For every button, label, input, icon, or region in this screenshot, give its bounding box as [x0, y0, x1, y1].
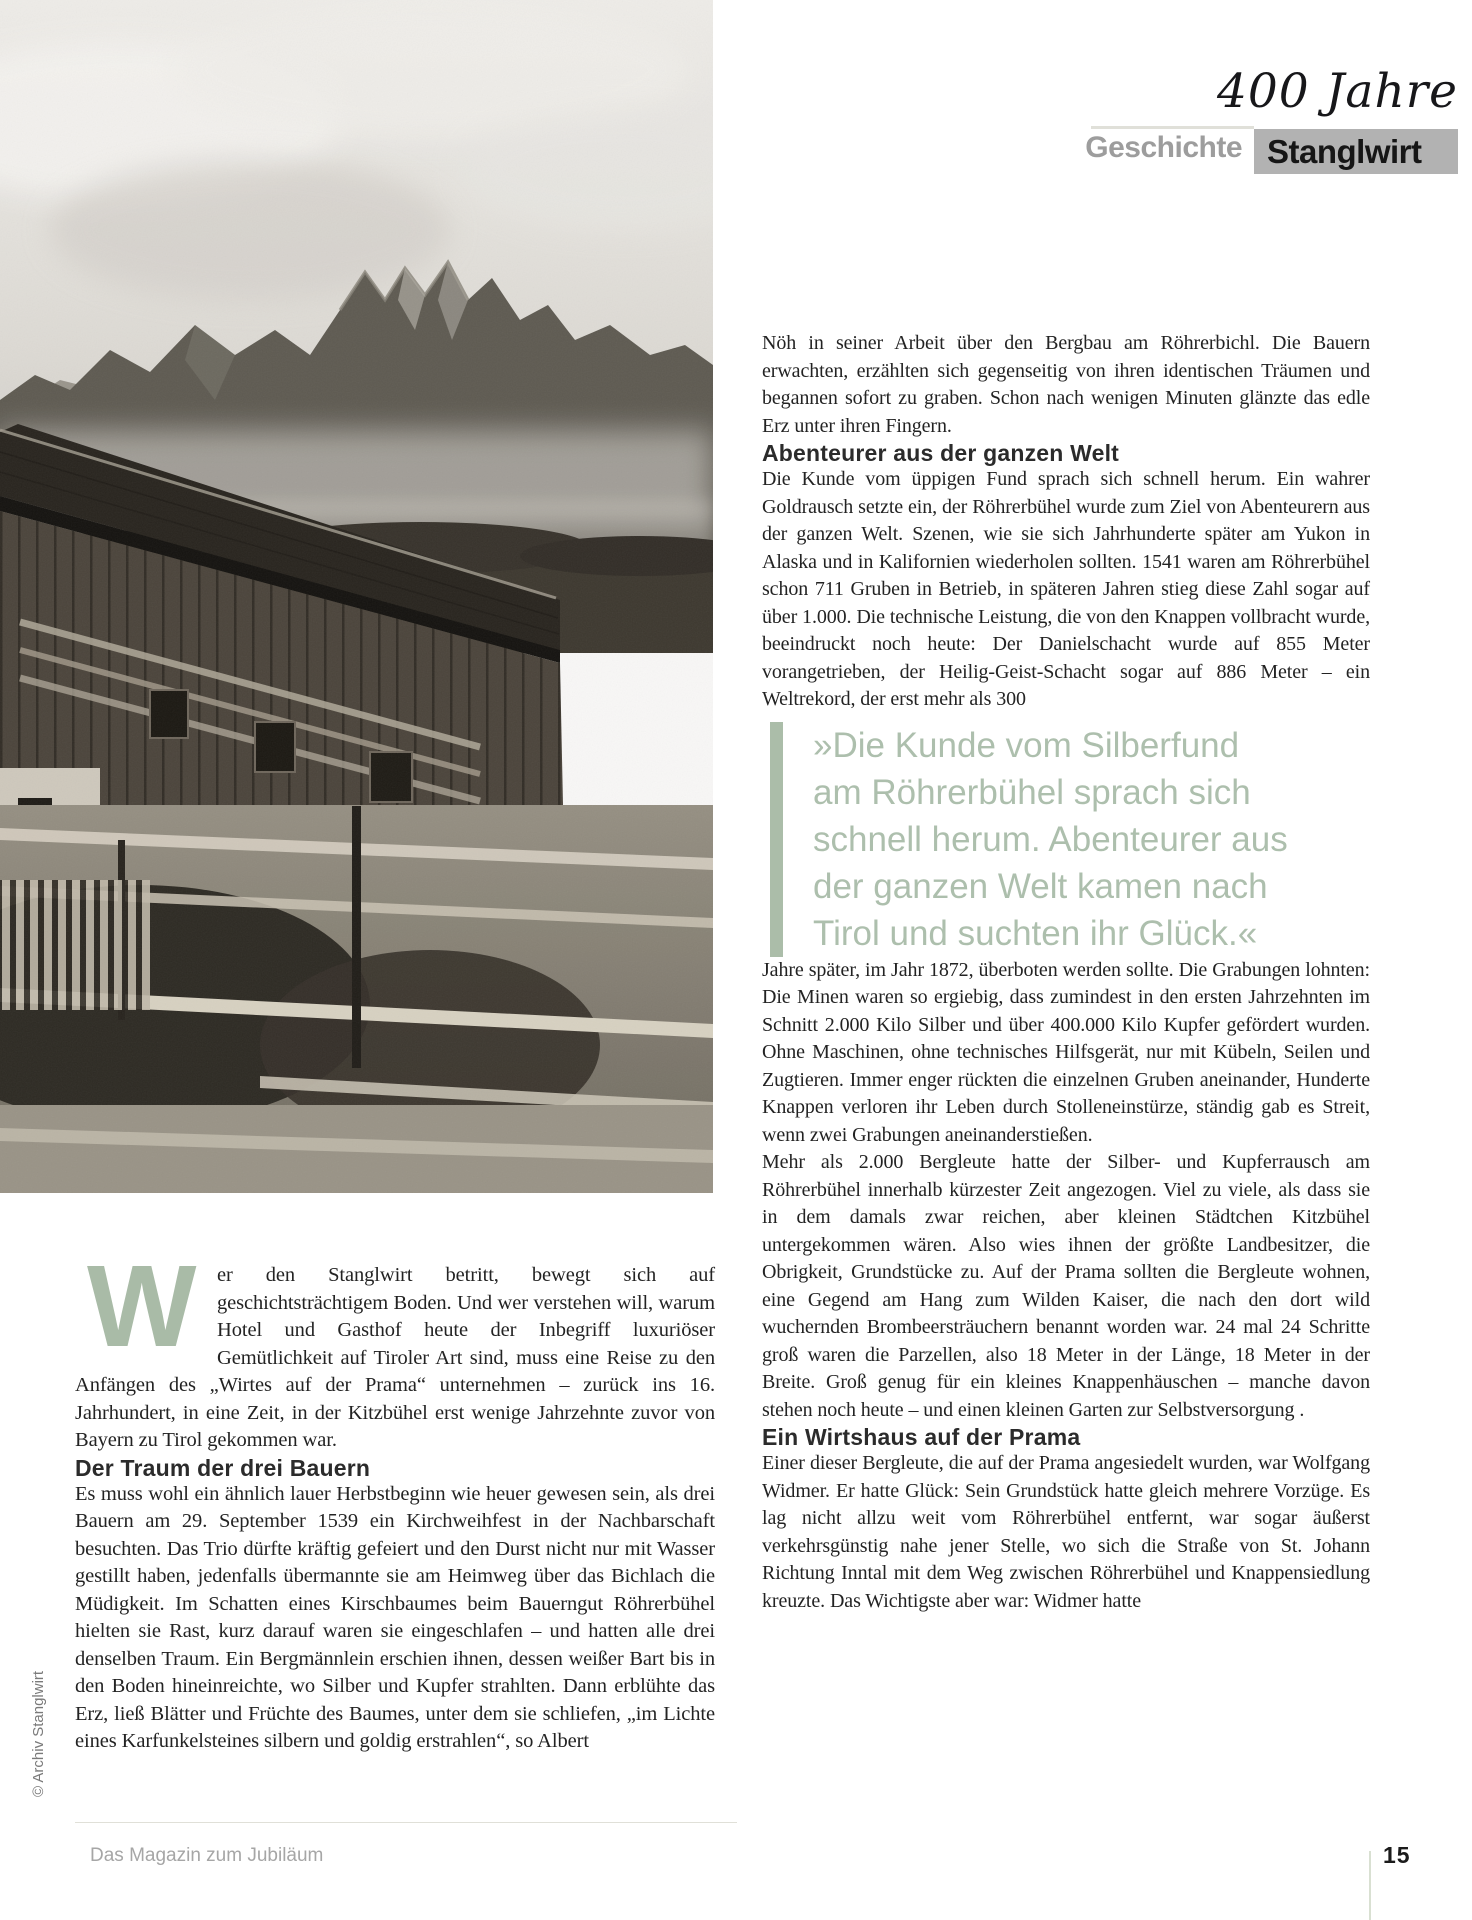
- masthead-rule: [1091, 126, 1254, 129]
- farmhouse-photo: [0, 0, 713, 1193]
- left-column: [75, 1241, 715, 1756]
- subhead-wirtshaus: Ein Wirtshaus auf der Prama: [762, 1424, 1081, 1450]
- right-column: [762, 330, 1370, 1615]
- intro-text: er den Stanglwirt betritt, bewegt sich auf geschichtsträchtigem Boden. Und wer verstehen will, warum Hotel und Gasthof heute der Inbegriff luxuriöser Gemütlichkeit auf Tiroler Art sind, muss eine Reise zu den Anfängen des „Wirtes auf der Prama“ unternehmen – zurück ins 16. Jahrhundert, in eine Zeit, in der Kitzbühel erst wenige Jahrzehnte zuvor von Bayern zu Tirol gekommen war.: [75, 1264, 715, 1451]
- subhead-traum: Der Traum der drei Bauern: [75, 1454, 371, 1481]
- brand-box: [1254, 129, 1458, 174]
- body-paragraph: Mehr als 2.000 Bergleute hatte der Silber- und Kupferrausch am Röhrerbühel innerhalb kürzester Zeit angezogen. Viel zu viele, als dass sie in dem damals zwar reichen, aber kleinen Städtchen Kitzbühel untergekommen wären. Also wies ihnen der größte Landbesitzer, die Obrigkeit, Grundstücke zu. Auf der Prama sollten die Bergleute wohnen, eine Gegend am Hang zum Wilden Kaiser, die nach den dort wild wuchernden Brombeersträuchern benannt worden war. 24 mal 24 Schritte groß waren die Parzellen, also 18 Meter in der Länge, 18 Meter in der Breite. Groß genug für ein kleines Knappenhäuschen – manche davon stehen noch heute – und einen kleinen Garten zur Selbstversorgung .: [762, 1151, 1370, 1421]
- footer-magazine-title: Das Magazin zum Jubiläum: [90, 1845, 324, 1866]
- pull-quote: [770, 722, 1370, 957]
- footer-rule: [75, 1822, 737, 1823]
- body-paragraph: Die Kunde vom üppigen Fund sprach sich schnell herum. Ein wahrer Goldrausch setzte ein, der Röhrerbühel wurde zum Ziel von Abenteurern aus der ganzen Welt. Szenen, wie sie sich Jahrhunderte später am Yukon in Alaska und in Kalifornien wiederholen sollten. 1541 waren am Röhrerbühel schon 711 Gruben in Betrieb, in späteren Jahren stieg diese Zahl sogar auf über 1.000. Die technische Leistung, die von den Knappen vollbracht wurde, beeindruckt noch heute: Der Danielschacht wurde auf 855 Meter vorangetrieben, der Heilig-Geist-Schacht sogar auf 886 Meter – ein Weltrekord, der erst mehr als 300: [762, 468, 1370, 710]
- page-number: 15: [1383, 1842, 1411, 1868]
- pull-quote-bar: [770, 722, 783, 957]
- brand-name: Stanglwirt: [1267, 133, 1422, 170]
- page-number-rule: [1369, 1851, 1371, 1920]
- farmhouse-photo-art: [0, 0, 713, 1193]
- body-paragraph: Einer dieser Bergleute, die auf der Prama angesiedelt wurden, war Wolfgang Widmer. Er hatte Glück: Sein Grundstück hatte gleich mehrere Vorzüge. Es lag nicht allzu weit vom Röhrerbühel entfernt, war sogar äußerst verkehrsgünstig nahe jener Stelle, wo sich die Straße von St. Johann Richtung Inntal mit dem Weg zwischen Röhrerbühel und Knappensiedlung kreuzte. Das Wichtigste aber war: Widmer hatte: [762, 1452, 1370, 1612]
- subhead-abenteurer: Abenteurer aus der ganzen Welt: [762, 440, 1120, 466]
- photo-credit: © Archiv Stanglwirt: [30, 1670, 47, 1797]
- body-paragraph: Es muss wohl ein ähnlich lauer Herbstbeginn wie heuer gewesen sein, als drei Bauern am 29. September 1539 ein Kirchweihfest in der Nachbarschaft besuchten. Das Trio dürfte kräftig gefeiert und den Durst nicht nur mit Wasser gestillt haben, jedenfalls übermannte sie am Heimweg über das Bichlach die Müdigkeit. Im Schatten eines Kirschbaumes beim Bauerngut Röhrerbühel hielten sie Rast, kurz darauf waren sie eingeschlafen – und hatten alle drei denselben Traum. Ein Bergmännlein erschien ihnen, dessen weißer Bart bis in den Boden hineinreichte, wo Silber und Kupfer strahlten. Dann erblühte das Erz, ließ Blätter und Früchte des Baumes, unter dem sie schliefen, „im Lichte eines Karfunkelsteines silbern und goldig erstrahlen“, so Albert: [75, 1482, 715, 1752]
- intro-paragraph: [75, 1241, 715, 1455]
- body-paragraph: Nöh in seiner Arbeit über den Bergbau am Röhrerbichl. Die Bauern erwachten, erzählten sich gegenseitig von ihren identischen Träumen und begannen sofort zu graben. Schon nach wenigen Minuten glänzte das edle Erz unter ihren Fingern.: [762, 332, 1370, 437]
- anniversary-script: 400 Jahre: [1216, 64, 1458, 119]
- pull-quote-text: »Die Kunde vom Silberfund am Röhrerbühel sprach sich schnell herum. Abenteurer aus der ganzen Welt kamen nach Tirol und suchten ihr Glück.«: [813, 725, 1288, 953]
- body-paragraph: Jahre später, im Jahr 1872, überboten werden sollte. Die Grabungen lohnten: Die Minen waren so ergiebig, dass zumindest in den ersten Jahrzehnten im Schnitt 2.000 Kilo Silber und über 400.000 Kilo Kupfer gefördert wurden. Ohne Maschinen, ohne technisches Hilfsgerät, nur mit Kübeln, Seilen und Zugtieren. Immer enger rückten die einzelnen Gruben aneinander, Hunderte Knappen verloren ihr Leben durch Stolleneinstürze, ständig gab es Streit, wenn zwei Grabungen aneinanderstießen.: [762, 958, 1370, 1146]
- section-kicker: Geschichte: [1085, 131, 1242, 164]
- dropcap-w: W: [87, 1241, 197, 1371]
